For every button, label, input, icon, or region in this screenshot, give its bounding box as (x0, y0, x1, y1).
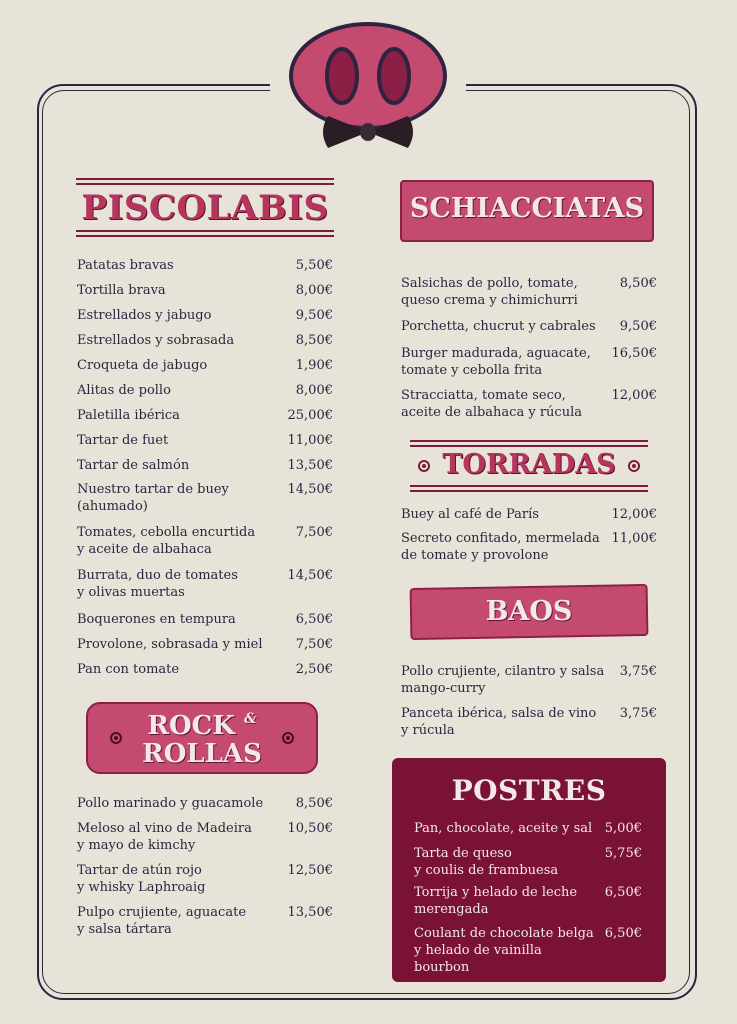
menu-item: Burger madurada, aguacate, tomate y cebolla frita 16,50€ (401, 346, 657, 378)
menu-item: Pan, chocolate, aceite y sal 5,00€ (414, 821, 642, 836)
section-heading-schiacciatas (400, 178, 654, 248)
piscolabis-list (77, 257, 333, 686)
rock-list (77, 795, 333, 946)
menu-item: Estrellados y jabugo 9,50€ (77, 308, 333, 323)
menu-item: Tarta de queso y coulis de frambuesa 5,75€ (414, 846, 642, 878)
postres-panel (392, 758, 666, 982)
postres-list (414, 820, 642, 975)
menu-item: Tortilla brava 8,00€ (77, 283, 333, 298)
menu-item: Salsichas de pollo, tomate, queso crema y chimichurri 8,50€ (401, 276, 657, 308)
menu-item: Torrija y helado de leche merengada 6,50€ (414, 885, 642, 917)
menu-item: Pulpo crujiente, aguacate y salsa tártara 13,50€ (77, 905, 333, 937)
menu-item: Croqueta de jabugo 1,90€ (77, 358, 333, 373)
menu-item: Tartar de atún rojo y whisky Laphroaig 12,50€ (77, 863, 333, 895)
postres-title: POSTRES (451, 774, 607, 807)
torradas-list (401, 506, 657, 572)
rock-title-line1: ROCK (147, 711, 235, 741)
menu-item: Provolone, sobrasada y miel 7,50€ (77, 637, 333, 652)
menu-item: Pan con tomate 2,50€ (77, 662, 333, 677)
menu-item: Nuestro tartar de buey (ahumado) 14,50€ (77, 482, 333, 514)
section-heading-baos (410, 580, 648, 642)
menu-item: Paletilla ibérica 25,00€ (77, 408, 333, 423)
menu-item: Patatas bravas 5,50€ (77, 258, 333, 273)
schiacciatas-list (401, 275, 657, 429)
menu-item: Secreto confitado, mermelada de tomate y provolone 11,00€ (401, 531, 657, 563)
menu-item: Meloso al vino de Madeira y mayo de kimchy 10,50€ (77, 821, 333, 853)
rock-title-line2: ROLLAS (142, 739, 262, 769)
menu-item: Tartar de salmón 13,50€ (77, 458, 333, 473)
section-heading-rock-rollas (86, 702, 318, 774)
menu-item: Boquerones en tempura 6,50€ (77, 612, 333, 627)
section-heading-piscolabis (76, 178, 334, 240)
menu-item: Alitas de pollo 8,00€ (77, 383, 333, 398)
menu-item: Pollo marinado y guacamole 8,50€ (77, 796, 333, 811)
menu-item: Estrellados y sobrasada 8,50€ (77, 333, 333, 348)
menu-item: Pollo crujiente, cilantro y salsa mango-curry 3,75€ (401, 664, 657, 696)
menu-item: Tomates, cebolla encurtida y aceite de albahaca 7,50€ (77, 525, 333, 557)
menu-item: Porchetta, chucrut y cabrales 9,50€ (401, 319, 657, 334)
torradas-title: TORRADAS (442, 449, 616, 480)
piscolabis-title: PISCOLABIS (81, 188, 329, 228)
schiacciatas-title: SCHIACCIATAS (409, 193, 645, 224)
menu-item: Stracciatta, tomate seco, aceite de albahaca y rúcula 12,00€ (401, 388, 657, 420)
rock-title-amp: & (243, 711, 257, 727)
menu-item: Tartar de fuet 11,00€ (77, 433, 333, 448)
section-heading-torradas (410, 440, 648, 492)
baos-list (401, 663, 657, 747)
menu-item: Buey al café de París 12,00€ (401, 507, 657, 522)
pig-nose-logo (288, 22, 448, 154)
baos-title: BAOS (485, 596, 573, 627)
menu-item: Panceta ibérica, salsa de vino y rúcula 3,75€ (401, 706, 657, 738)
menu-item: Coulant de chocolate belga y helado de vainilla bourbon 6,50€ (414, 926, 642, 975)
menu-item: Burrata, duo de tomates y olivas muertas 14,50€ (77, 568, 333, 600)
